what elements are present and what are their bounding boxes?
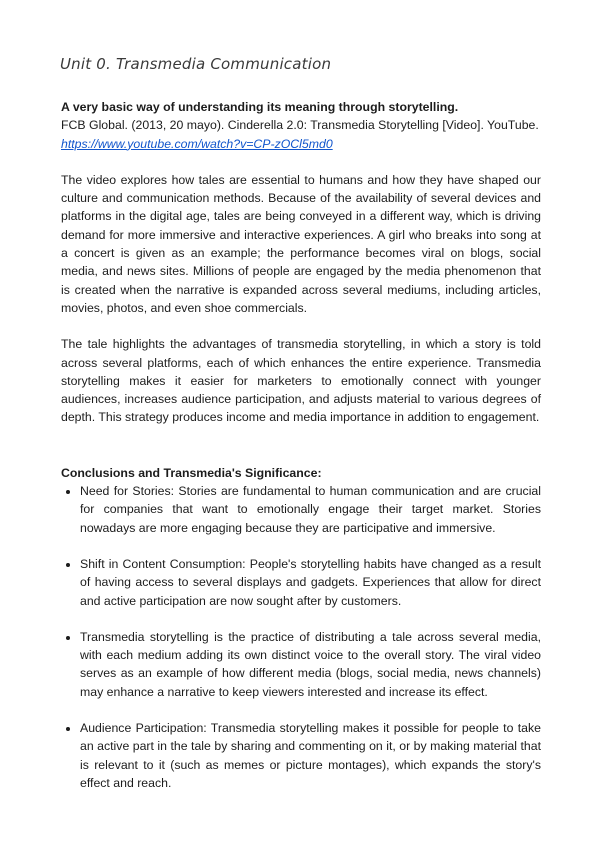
- conclusions-heading: Conclusions and Transmedia's Significance:: [61, 465, 322, 480]
- citation: FCB Global. (2013, 20 mayo). Cinderella 2.0: Transmedia Storytelling [Video]. YouTube.: [61, 118, 539, 133]
- list-item: • Shift in Content Consumption: People's storytelling habits have changed as a result of having access to several displays and gadgets. Experiences that allow for direct and active participation are now sought after by customers.: [80, 555, 541, 610]
- conclusions-list: [61, 482, 541, 792]
- list-item: • Audience Participation: Transmedia storytelling makes it possible for people to take an active part in the tale by sharing and commenting on it, or by making material that is relevant to it (such as memes or picture montages), which expands the story's effect and reach.: [80, 719, 541, 792]
- intro-heading: A very basic way of understanding its meaning through storytelling.: [61, 100, 459, 114]
- unit-title: Unit 0. Transmedia Communication: [60, 55, 332, 73]
- paragraph-advantages: The tale highlights the advantages of transmedia storytelling, in which a story is told across several platforms, each of which enhances the entire experience. Transmedia storytelling makes it easier for marketers to emotionally connect with younger audiences, increases audience participation, and adjusts material to various degrees of depth. This strategy produces income and media importance in addition to engagement.: [61, 337, 541, 425]
- video-link[interactable]: https://www.youtube.com/watch?v=CP-zOCl5md0: [61, 136, 333, 151]
- list-item: • Transmedia storytelling is the practice of distributing a tale across several media, with each medium adding its own distinct voice to the overall story. The viral video serves as an example of how different media (blogs, social media, news channels) may enhance a narrative to keep viewers interested and increase its effect.: [80, 628, 541, 701]
- paragraph-video-summary: The video explores how tales are essential to humans and how they have shaped our culture and communication methods. Because of the availability of several devices and platforms in the digital age, tales are being conveyed in a different way, which is driving demand for more immersive and interactive experiences. A girl who breaks into song at a concert is given as an example; the performance becomes viral on blogs, social media, and news sites. Millions of people are engaged by the media phenomenon that is created when the narrative is expanded across several mediums, including articles, movies, photos, and even shoe commercials.: [61, 172, 541, 315]
- document-body: [61, 98, 541, 792]
- list-item: • Need for Stories: Stories are fundamental to human communication and are crucial for companies that want to emotionally engage their target market. Stories nowadays are more engaging because they are participative and immersive.: [80, 482, 541, 537]
